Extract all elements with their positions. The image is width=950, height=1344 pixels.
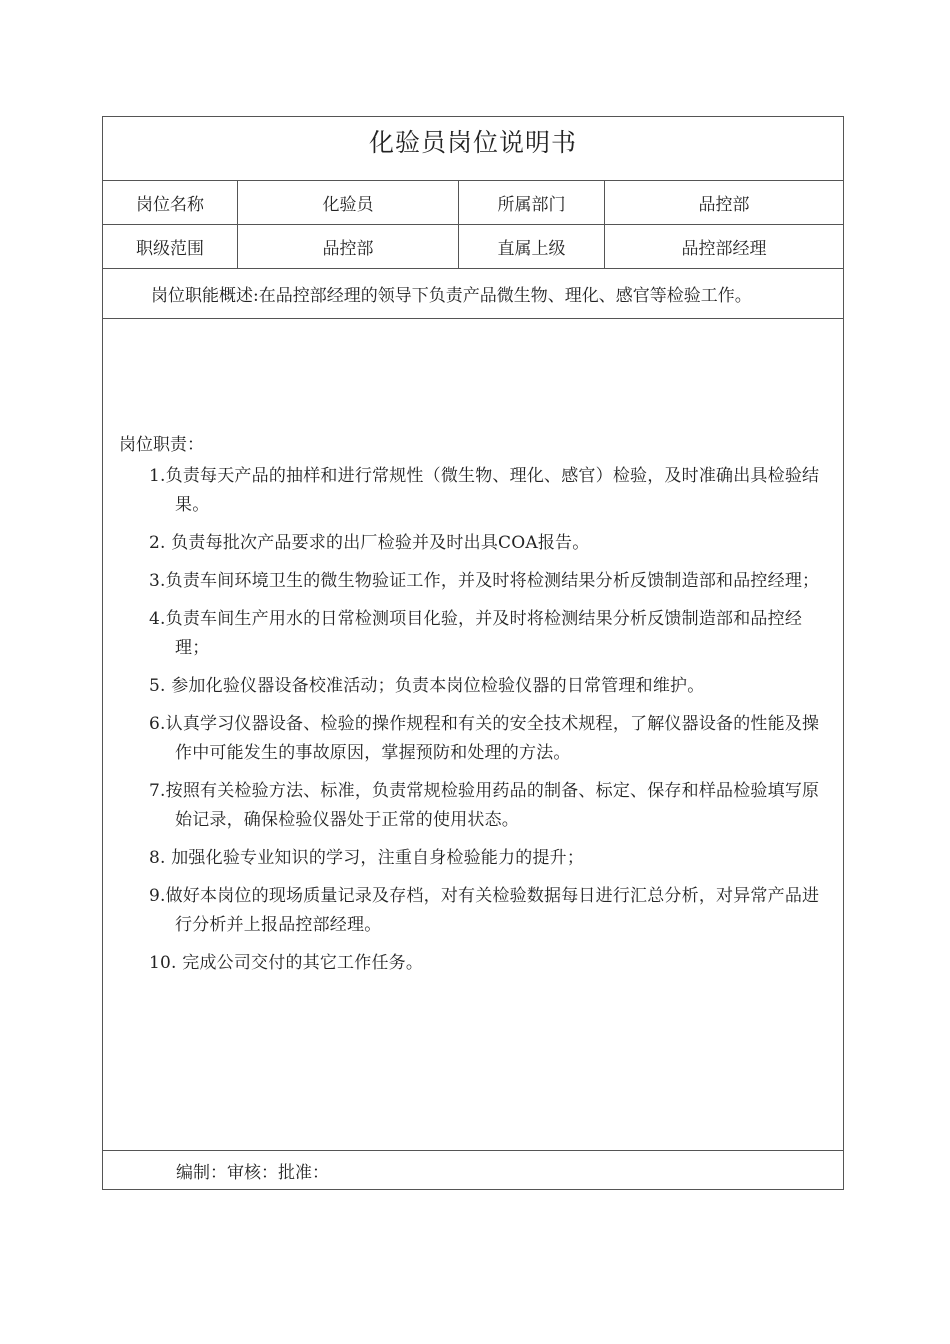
duty-number: 5. — [149, 676, 166, 696]
info-row-1 — [103, 181, 843, 225]
duty-text: 完成公司交付的其它工作任务。 — [176, 953, 424, 973]
duty-number: 3. — [149, 571, 166, 591]
duties-row — [103, 319, 843, 1151]
duty-number: 2. — [149, 533, 166, 553]
duty-item — [149, 529, 831, 558]
duty-text: 认真学习仪器设备、检验的操作规程和有关的安全技术规程，了解仪器设备的性能及操作中可能发生的事故原因，掌握预防和处理的方法。 — [165, 714, 820, 763]
duty-item — [149, 605, 831, 663]
duty-item — [149, 710, 831, 768]
duty-text: 负责车间环境卫生的微生物验证工作，并及时将检测结果分析反馈制造部和品控经理； — [165, 571, 820, 591]
superior-value: 品控部经理 — [681, 239, 767, 259]
position-label: 岗位名称 — [103, 181, 238, 224]
grade-label: 职级范围 — [103, 225, 238, 268]
duty-number: 6. — [149, 714, 166, 734]
signoff-row — [103, 1151, 843, 1189]
grade-value: 品控部 — [238, 225, 459, 268]
title-row — [103, 117, 843, 181]
department-label: 所属部门 — [459, 181, 605, 224]
job-summary: 岗位职能概述:在品控部经理的领导下负责产品微生物、理化、感官等检验工作。 — [151, 286, 752, 306]
duty-item — [149, 844, 831, 873]
summary-row — [103, 269, 843, 319]
document-title: 化验员岗位说明书 — [368, 128, 577, 157]
duty-item — [149, 567, 831, 596]
duty-number: 4. — [149, 609, 166, 629]
duty-text: 加强化验专业知识的学习，注重自身检验能力的提升； — [165, 848, 585, 868]
duty-item — [149, 882, 831, 940]
duty-text: 参加化验仪器设备校准活动；负责本岗位检验仪器的日常管理和维护。 — [165, 676, 705, 696]
job-description-table — [102, 116, 844, 1190]
duty-list — [149, 462, 831, 987]
duty-item — [149, 672, 831, 701]
duty-number: 1. — [149, 466, 166, 486]
duty-text: 做好本岗位的现场质量记录及存档，对有关检验数据每日进行汇总分析，对异常产品进行分析并上报品控部经理。 — [165, 886, 820, 935]
duty-text: 负责每批次产品要求的出厂检验并及时出具COA报告。 — [165, 533, 590, 553]
duty-number: 7. — [149, 781, 166, 801]
duty-number: 8. — [149, 848, 166, 868]
duty-item — [149, 462, 831, 520]
duty-text: 负责车间生产用水的日常检测项目化验，并及时将检测结果分析反馈制造部和品控经理； — [165, 609, 803, 658]
signoff-text: 编制：审核：批准： — [176, 1162, 329, 1183]
duties-heading: 岗位职责： — [119, 435, 204, 455]
superior-label: 直属上级 — [459, 225, 605, 268]
duty-text: 按照有关检验方法、标准，负责常规检验用药品的制备、标定、保存和样品检验填写原始记录，确保检验仪器处于正常的使用状态。 — [165, 781, 820, 830]
department-value: 品控部 — [698, 195, 750, 215]
position-value: 化验员 — [238, 181, 459, 224]
duty-item — [149, 777, 831, 835]
duty-number: 9. — [149, 886, 166, 906]
duty-item — [149, 949, 831, 978]
info-row-2 — [103, 225, 843, 269]
duty-text: 负责每天产品的抽样和进行常规性（微生物、理化、感官）检验，及时准确出具检验结果。 — [165, 466, 820, 515]
duty-number: 10. — [149, 953, 177, 973]
